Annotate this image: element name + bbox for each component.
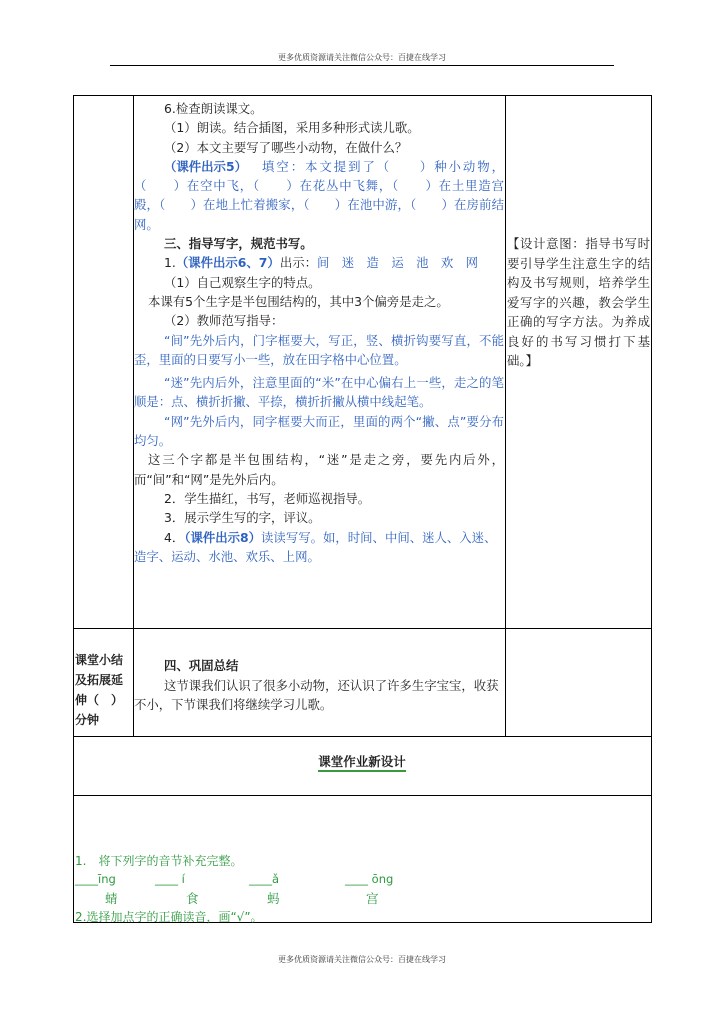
pinyin-blank-3[interactable]: ____ǎ [249,872,280,886]
homework-title [0,752,724,770]
pinyin-blank-4[interactable]: ____ ōng [345,872,394,886]
observe-text: 本课有5个生字是半包围结构的，其中3个偏旁是走之。 [148,293,449,309]
summary-text: 这节课我们认识了很多小动物，还认识了许多生字宝宝，收获不小，下节课我们将继续学习儿歌。 [134,677,499,712]
summary-title: 四、巩固总结 [164,658,239,673]
header-rule [110,65,614,66]
step-4-text: 读读写写。如，时间、中间、迷人、入迷、造字、运动、水池、欢乐、上网。 [134,529,497,564]
homework-char-1: 蜻 [105,891,118,906]
homework-title-text: 课堂作业新设计 [318,754,406,772]
homework-char-3: 蚂 [267,891,280,906]
guide-mi: “迷”先内后外，注意里面的“米”在中心偏右上一些，走之的笔顺是：点、横折折撇、平捺，横折折撇从横中线起笔。 [134,375,504,410]
row-divider-2 [73,736,652,737]
pinyin-blank-2[interactable]: ____ í [155,872,185,886]
section-3-item-1 [134,253,504,272]
guide-jian: “间”先外后内，门字框要大，写正，竖、横折钩要写直，不能歪，里面的日要写小一些，放在田字格中心位置。 [134,332,504,367]
design-intent: 【设计意图：指导书写时要引导学生注意生字的结构及书写规则，培养学生爱写字的兴趣，教会学生正确的写字方法。为养成良好的书写习惯打下基础。】 [507,236,650,368]
row-divider-1 [73,628,652,629]
homework-q2: 2.选择加点字的正确读音，画“√”。 [75,910,263,924]
section-3-title: 三、指导写字，规范书写。 [164,236,313,252]
courseware-8-tag: （课件出示8） [184,529,262,545]
step-2: 2．学生描红，书写，老师巡视指导。 [164,490,371,506]
s3-show: 出示： [279,255,317,271]
summary-block [134,656,504,715]
read-item-2: （2）本文主要写了哪些小动物，在做什么？ [164,139,408,155]
step-3: 3．展示学生写的字，评议。 [164,510,321,526]
row-divider-3 [73,795,652,796]
teacher-demo: （2）教师范写指导： [164,313,284,329]
structure-summary: 这三个字都是半包围结构，“迷”是走之旁，要先内后外，而“间”和“网”是先外后内。 [134,452,504,487]
guide-wang: “网”先外后内，同字框要大而正，里面的两个“撇、点”要分布均匀。 [134,413,504,449]
step-4 [134,528,504,567]
read-item-1: （1）朗读。结合插图，采用多种形式读儿歌。 [164,120,420,136]
homework-char-2: 食 [186,891,199,906]
q2-underline [330,922,652,923]
courseware-67-tag: （课件出示6、7） [175,255,280,271]
col-divider-right [505,95,506,736]
pinyin-blank-1[interactable]: ____īng [75,872,116,886]
courseware-5-tag: （课件出示5） [164,158,247,174]
step-4-num: 4． [164,529,185,545]
teaching-process [134,99,504,566]
homework-char-4: 宫 [366,891,379,906]
pinyin-blanks [75,872,475,888]
page-header: 更多优质资源请关注微信公众号：百捷在线学习 [278,53,446,62]
summary-time-label: 课堂小结及拓展延伸（ ）分钟 [75,653,124,727]
step-6: 6.检查朗读课文。 [164,101,263,116]
observe-step: （1）自己观察生字的特点。 [164,274,321,290]
homework-q1: 1. 将下列字的音节补充完整。 [75,854,243,868]
page-footer: 更多优质资源请关注微信公众号：百捷在线学习 [278,955,446,964]
s3-num: 1. [164,255,176,271]
courseware-5-text: 填空：本文提到了（ ）种小动物，（ ）在空中飞，（ ）在花丛中飞舞，（ ）在土里造宫殿，（ ）在地上忙着搬家，（ ）在池中游，（ ）在房前结网。 [134,158,504,232]
new-characters: 间 迷 造 运 池 欢 网 [316,255,479,271]
